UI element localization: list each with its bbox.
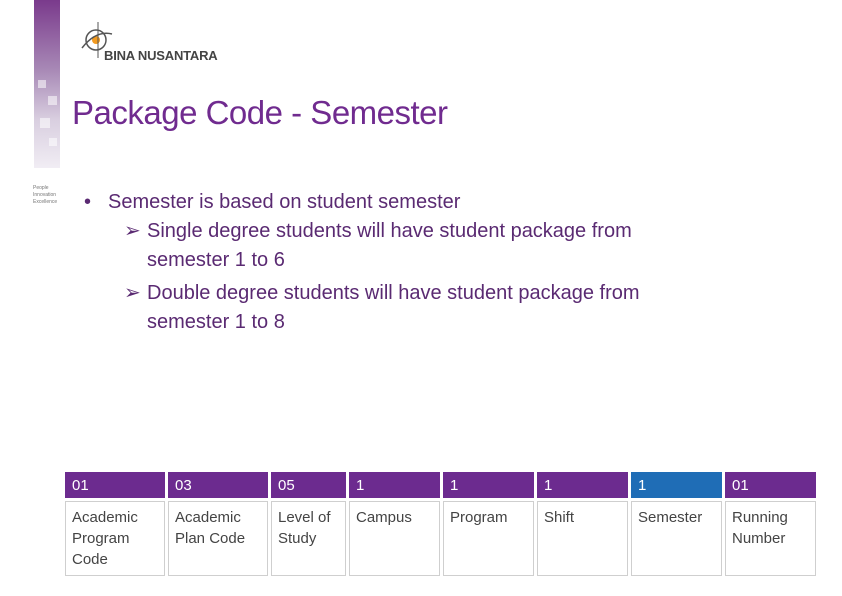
label-line: Campus	[356, 509, 412, 526]
label-cell	[443, 501, 534, 576]
label-line: Academic	[175, 509, 241, 526]
label-line: Semester	[638, 509, 703, 526]
label-cell	[349, 501, 440, 576]
logo-text: BINA NUSANTARA	[104, 48, 218, 63]
code-cell: 1	[349, 472, 440, 498]
code-cell: 01	[65, 472, 165, 498]
sub-bullet-item	[84, 279, 640, 337]
label-line: Plan Code	[175, 530, 246, 547]
sub-bullet-line: semester 1 to 8	[147, 311, 285, 333]
label-line: Study	[278, 530, 317, 547]
code-cell: 05	[271, 472, 346, 498]
code-cell: 1	[443, 472, 534, 498]
side-decoration-bar	[34, 0, 60, 168]
arrow-bullet-icon: ➢	[124, 220, 141, 242]
label-cell	[65, 501, 165, 576]
code-cell: 01	[725, 472, 816, 498]
package-code-table	[62, 469, 819, 579]
sub-bullet-line: Double degree students will have student package from	[147, 282, 640, 304]
bullet-item	[84, 188, 640, 217]
code-row	[65, 472, 816, 498]
label-line: Running	[732, 509, 788, 526]
label-cell	[631, 501, 722, 576]
code-cell: 03	[168, 472, 268, 498]
bullet-text: Semester is based on student semester	[108, 191, 461, 213]
label-cell	[271, 501, 346, 576]
label-line: Code	[72, 551, 108, 568]
label-line: Program	[72, 530, 130, 547]
sub-bullet-line: semester 1 to 6	[147, 249, 285, 271]
label-line: Academic	[72, 509, 138, 526]
label-cell	[537, 501, 628, 576]
code-cell-highlighted: 1	[631, 472, 722, 498]
label-line: Level of	[278, 509, 331, 526]
page-title: Package Code - Semester	[72, 94, 448, 131]
label-line: Number	[732, 530, 786, 547]
label-cell	[725, 501, 816, 576]
tagline-line: Excellence	[33, 199, 58, 205]
label-line: Program	[450, 509, 508, 526]
code-cell: 1	[537, 472, 628, 498]
tagline-line: Innovation	[33, 192, 57, 198]
bullet-dot-icon: •	[84, 191, 92, 213]
sub-bullet-item	[84, 217, 640, 275]
tagline-line: People	[33, 185, 49, 191]
label-cell	[168, 501, 268, 576]
label-line: Shift	[544, 509, 575, 526]
sub-bullet-line: Single degree students will have student package from	[147, 220, 632, 242]
bullet-list	[84, 188, 640, 337]
arrow-bullet-icon: ➢	[124, 282, 141, 304]
label-row	[65, 501, 816, 576]
tagline	[33, 185, 57, 206]
